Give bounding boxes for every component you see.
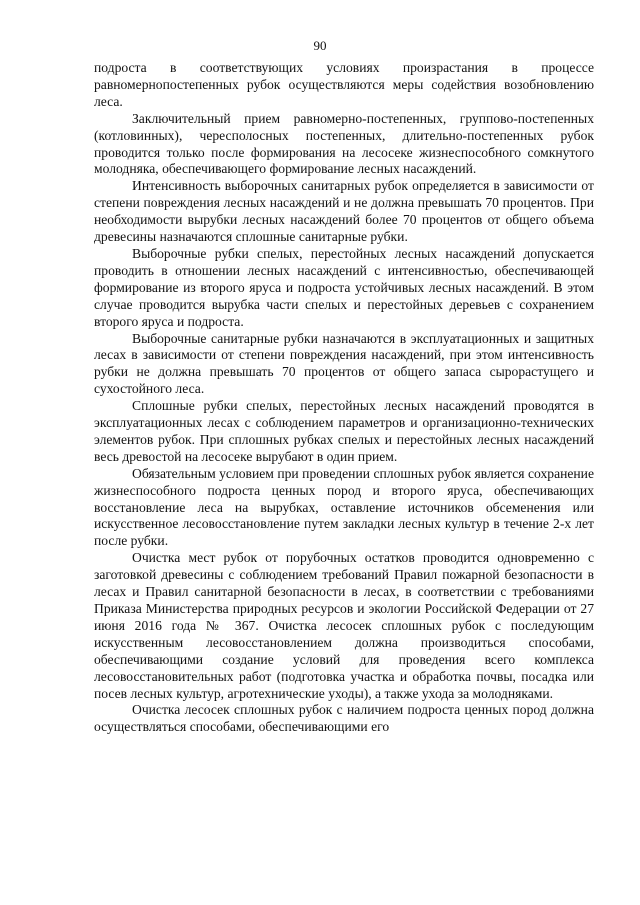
paragraph-selective-sanitary: Выборочные санитарные рубки назначаются в эксплуатационных и защитных лесах в зависимости от степени повреждения насаждений, при этом интенсивность рубки не должна превышать 70 процентов от общего запаса сырорастущего и сухостойного леса. (94, 330, 594, 397)
paragraph-cleaning-undergrowth: Очистка лесосек сплошных рубок с наличием подроста ценных пород должна осуществляться способами, обеспечивающими его (94, 702, 594, 735)
paragraph-clear-cutting: Сплошные рубки спелых, перестойных лесных насаждений проводятся в эксплуатационных лесах с соблюдением параметров и организационно-технических элементов рубок. При сплошных рубках спелых и перестойных лесных насаждений весь древостой на лесосеке вырубают в один прием. (94, 398, 594, 464)
page-number: 90 (313, 38, 327, 53)
body-text (94, 60, 594, 736)
paragraph-final-felling-stage: Заключительный прием равномерно-постепенных, группово-постепенных (котловинных), чересполосных постепенных, длительно-постепенных рубок проводится только после формирования на лесосеке жизнеспособного сомкнутого молодняка, обеспечивающего формирование лесных насаждений. (94, 110, 594, 177)
paragraph-selective-felling: Выборочные рубки спелых, перестойных лесных насаждений допускается проводить в отношении лесных насаждений с интенсивностью, обеспечивающей формирование из второго яруса и подроста устойчивых лесных насаждений. В этом случае проводится вырубка части спелых и перестойных деревьев с сохранением второго яруса и подроста. (94, 245, 594, 329)
paragraph-continuation: подроста в соответствующих условиях произрастания в процессе равномернопостепенных рубок осуществляются меры содействия возобновлению леса. (94, 60, 594, 109)
paragraph-sanitary-intensity: Интенсивность выборочных санитарных рубок определяется в зависимости от степени повреждения лесных насаждений и не должна превышать 70 процентов. При необходимости вырубки лесных насаждений более 70 процентов от общего объема древесины назначаются сплошные санитарные рубки. (94, 178, 594, 245)
paragraph-mandatory-condition: Обязательным условием при проведении сплошных рубок является сохранение жизнеспособного подроста ценных пород и второго яруса, обеспечивающих восстановление леса на вырубках, оставление источников обсеменения или искусственное лесовосстановление путем закладки лесных культур в течение 2-х лет после рубки. (94, 465, 594, 549)
paragraph-cleaning-sites: Очистка мест рубок от порубочных остатков проводится одновременно с заготовкой древесины с соблюдением требований Правил пожарной безопасности в лесах и Правил санитарной безопасности в лесах, в соответствии с требованиями Приказа Министерства природных ресурсов и экологии Российской Федерации от 27 июня 2016 года № 367. Очистка лесосек сплошных рубок с последующим искусственным лесовосстановлением должна производиться способами, обеспечивающими создание условий для проведения всего комплекса лесовосстановительных работ (подготовка участка и обработка почвы, посадка или посев лесных культур, агротехнические уходы), а также ухода за молодняками. (94, 550, 594, 701)
